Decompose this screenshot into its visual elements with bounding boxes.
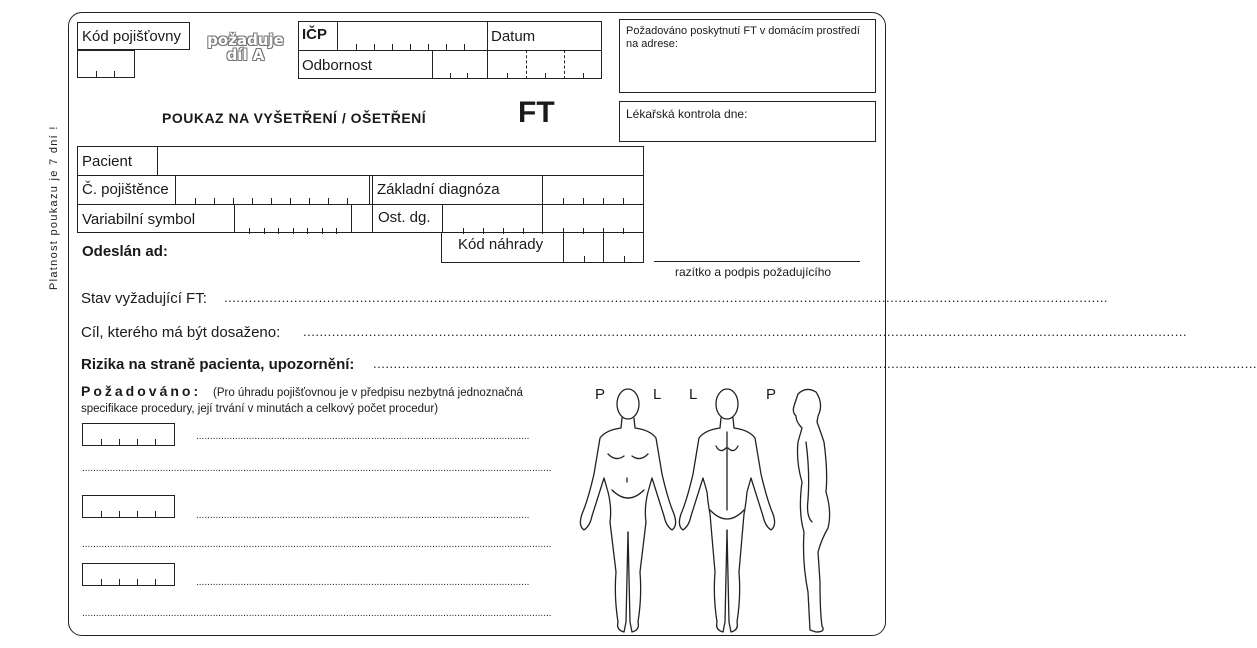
stamp-sign-label: razítko a podpis požadujícího bbox=[675, 265, 832, 279]
back-left-label: L bbox=[689, 386, 698, 403]
state-label: Stav vyžadující FT: bbox=[81, 290, 207, 307]
validity-note: Platnost poukazu je 7 dní ! bbox=[48, 125, 60, 290]
refund-code-label: Kód náhrady bbox=[458, 236, 544, 253]
stamp-line-1: požaduje bbox=[207, 31, 284, 49]
icp-input[interactable] bbox=[338, 22, 486, 50]
specialty-input[interactable] bbox=[433, 50, 486, 79]
other-dg-input-2[interactable] bbox=[543, 204, 643, 234]
home-care-label: Požadováno poskytnutí FT v domácím prostředí na adrese: bbox=[626, 25, 860, 50]
form-code: FT bbox=[518, 96, 555, 129]
body-diagram[interactable] bbox=[570, 382, 850, 636]
goal-label: Cíl, kterého má být dosaženo: bbox=[81, 324, 281, 341]
risks-input[interactable]: ....................................................................................................................................................................................................................... bbox=[373, 356, 1257, 371]
front-left-label: P bbox=[595, 386, 606, 403]
other-dg-input[interactable] bbox=[443, 204, 542, 234]
insurance-code-input[interactable] bbox=[77, 50, 135, 78]
refund-code-block bbox=[441, 232, 644, 263]
requested-title: Požadováno: bbox=[81, 383, 202, 399]
procedure-desc-input-3b[interactable]: ......................................................................................................................................................................... bbox=[82, 608, 552, 619]
back-right-label: P bbox=[766, 386, 777, 403]
date-input[interactable] bbox=[488, 50, 602, 79]
risks-label: Rizika na straně pacienta, upozornění: bbox=[81, 356, 355, 373]
requested-note-2: specifikace procedury, její trvání v minutách a celkový počet procedur) bbox=[81, 403, 439, 415]
signature-line[interactable] bbox=[654, 261, 860, 262]
form-title: POUKAZ NA VYŠETŘENÍ / OŠETŘENÍ bbox=[162, 110, 427, 126]
variable-symbol-label: Variabilní symbol bbox=[82, 211, 196, 228]
back-body-figure bbox=[679, 389, 774, 632]
side-body-figure bbox=[793, 389, 829, 632]
requires-part-a-stamp bbox=[198, 33, 293, 63]
procedure-desc-input-3[interactable]: ........................................................................................................................ bbox=[196, 577, 530, 588]
procedure-code-input-3[interactable] bbox=[82, 563, 175, 586]
patient-input[interactable] bbox=[158, 147, 643, 175]
specialty-label: Odbornost bbox=[302, 57, 373, 74]
icp-label: IČP bbox=[302, 26, 328, 43]
variable-symbol-input[interactable] bbox=[235, 204, 351, 234]
stamp-line-2: díl A bbox=[226, 46, 265, 64]
procedure-desc-input-2[interactable]: ........................................................................................................................ bbox=[196, 510, 530, 521]
diagnosis-input[interactable] bbox=[543, 175, 643, 204]
other-dg-label: Ost. dg. bbox=[378, 209, 431, 226]
state-input[interactable]: ....................................................................................................................................................................................................................... bbox=[224, 290, 1109, 305]
goal-input[interactable]: ....................................................................................................................................................................................................................... bbox=[303, 324, 1188, 339]
procedure-code-input-1[interactable] bbox=[82, 423, 175, 446]
front-right-label: L bbox=[653, 386, 662, 403]
icp-block bbox=[298, 21, 602, 79]
sent-from-label: Odeslán ad: bbox=[82, 243, 168, 260]
front-body-figure bbox=[580, 389, 675, 632]
diagnosis-label: Základní diagnóza bbox=[377, 181, 500, 198]
home-care-box[interactable] bbox=[619, 19, 876, 93]
medical-check-label: Lékařská kontrola dne: bbox=[626, 107, 748, 121]
medical-check-box[interactable] bbox=[619, 101, 876, 142]
procedure-desc-input-1b[interactable]: ......................................................................................................................................................................... bbox=[82, 463, 552, 474]
patient-block bbox=[77, 146, 644, 233]
insured-no-label: Č. pojištěnce bbox=[82, 181, 169, 198]
refund-code-input[interactable] bbox=[564, 232, 643, 262]
requested-note-1: (Pro úhradu pojišťovnou je v předpisu nezbytná jednoznačná bbox=[213, 387, 523, 399]
procedure-desc-input-2b[interactable]: ......................................................................................................................................................................... bbox=[82, 539, 552, 550]
procedure-code-input-2[interactable] bbox=[82, 495, 175, 518]
insurance-code-label: Kód pojišťovny bbox=[82, 28, 182, 45]
procedure-desc-input-1[interactable]: ........................................................................................................................ bbox=[196, 431, 530, 442]
insured-no-input[interactable] bbox=[175, 175, 370, 205]
date-label: Datum bbox=[491, 28, 536, 45]
patient-label: Pacient bbox=[82, 153, 133, 170]
insurance-code-label-box bbox=[77, 22, 190, 50]
